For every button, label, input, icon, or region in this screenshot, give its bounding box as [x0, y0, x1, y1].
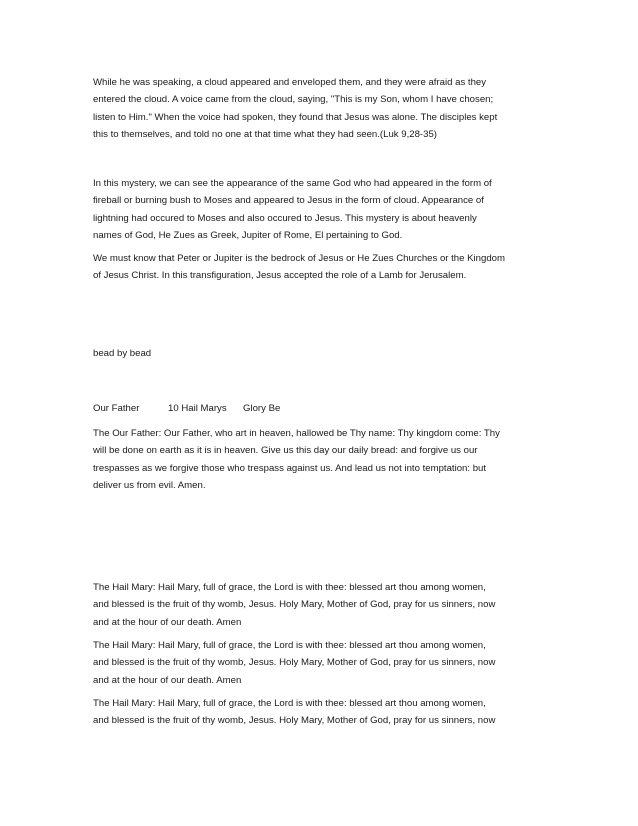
- glory-be-label: Glory Be: [243, 403, 281, 414]
- hail-mary-prayer-1: [93, 579, 549, 631]
- text-line: While he was speaking, a cloud appeared and enveloped them, and they were afraid as they: [93, 77, 487, 88]
- text-line: and at the hour of our death. Amen: [93, 674, 242, 686]
- text-line: and at the hour of our death. Amen: [93, 616, 242, 628]
- text-line: We must know that Peter or Jupiter is the bedrock of Jesus or He Zues Churches or the Kingdom: [93, 253, 506, 264]
- our-father-prayer: [93, 425, 549, 495]
- text-line: The Our Father: Our Father, who art in heaven, hallowed be Thy name: Thy kingdom come: Thy: [93, 428, 500, 439]
- text-line: this to themselves, and told no one at that time what they had seen.(Luk 9,28-35): [93, 129, 437, 141]
- text-line: The Hail Mary: Hail Mary, full of grace, the Lord is with thee: blessed art thou among women,: [93, 698, 486, 709]
- paragraph-mystery-explanation: [93, 175, 549, 245]
- bead-sequence-row: [93, 400, 549, 417]
- text-line: deliver us from evil. Amen.: [93, 480, 206, 492]
- text-line: entered the cloud. A voice came from the cloud, saying, "This is my Son, whom I have chosen;: [93, 94, 494, 106]
- text-line: The Hail Mary: Hail Mary, full of grace, the Lord is with thee: blessed art thou among women,: [93, 640, 486, 651]
- paragraph-peter-bedrock: [93, 250, 549, 285]
- text-line: and blessed is the fruit of thy womb, Jesus. Holy Mary, Mother of God, pray for us sinners, now: [93, 657, 496, 669]
- text-line: will be done on earth as it is in heaven. Give us this day our daily bread: and forgive us our: [93, 445, 478, 457]
- text-line: In this mystery, we can see the appearance of the same God who had appeared in the form of: [93, 178, 492, 189]
- text-line: of Jesus Christ. In this transfiguration, Jesus accepted the role of a Lamb for Jerusalem.: [93, 270, 467, 282]
- text-line: listen to Him." When the voice had spoken, they found that Jesus was alone. The disciples kept: [93, 111, 498, 123]
- text-line: lightning had occured to Moses and also occured to Jesus. This mystery is about heavenly: [93, 212, 477, 224]
- text-line: The Hail Mary: Hail Mary, full of grace, the Lord is with thee: blessed art thou among women,: [93, 582, 486, 593]
- paragraph-transfiguration-scripture: [93, 74, 549, 144]
- our-father-label: Our Father: [93, 403, 140, 414]
- text-line: and blessed is the fruit of thy womb, Jesus. Holy Mary, Mother of God, pray for us sinners, now: [93, 715, 496, 727]
- hail-mary-prayer-2: [93, 637, 549, 689]
- text-line: and blessed is the fruit of thy womb, Jesus. Holy Mary, Mother of God, pray for us sinners, now: [93, 599, 496, 611]
- hail-marys-label: 10 Hail Marys: [168, 403, 227, 414]
- text-line: names of God, He Zues as Greek, Jupiter of Rome, El pertaining to God.: [93, 230, 403, 242]
- bead-heading: bead by bead: [93, 348, 152, 359]
- text-line: fireball or burning bush to Moses and appeared to Jesus in the form of cloud. Appearance of: [93, 195, 484, 207]
- hail-mary-prayer-3: [93, 695, 549, 730]
- text-line: trespasses as we forgive those who trespass against us. And lead us not into temptation: but: [93, 462, 487, 474]
